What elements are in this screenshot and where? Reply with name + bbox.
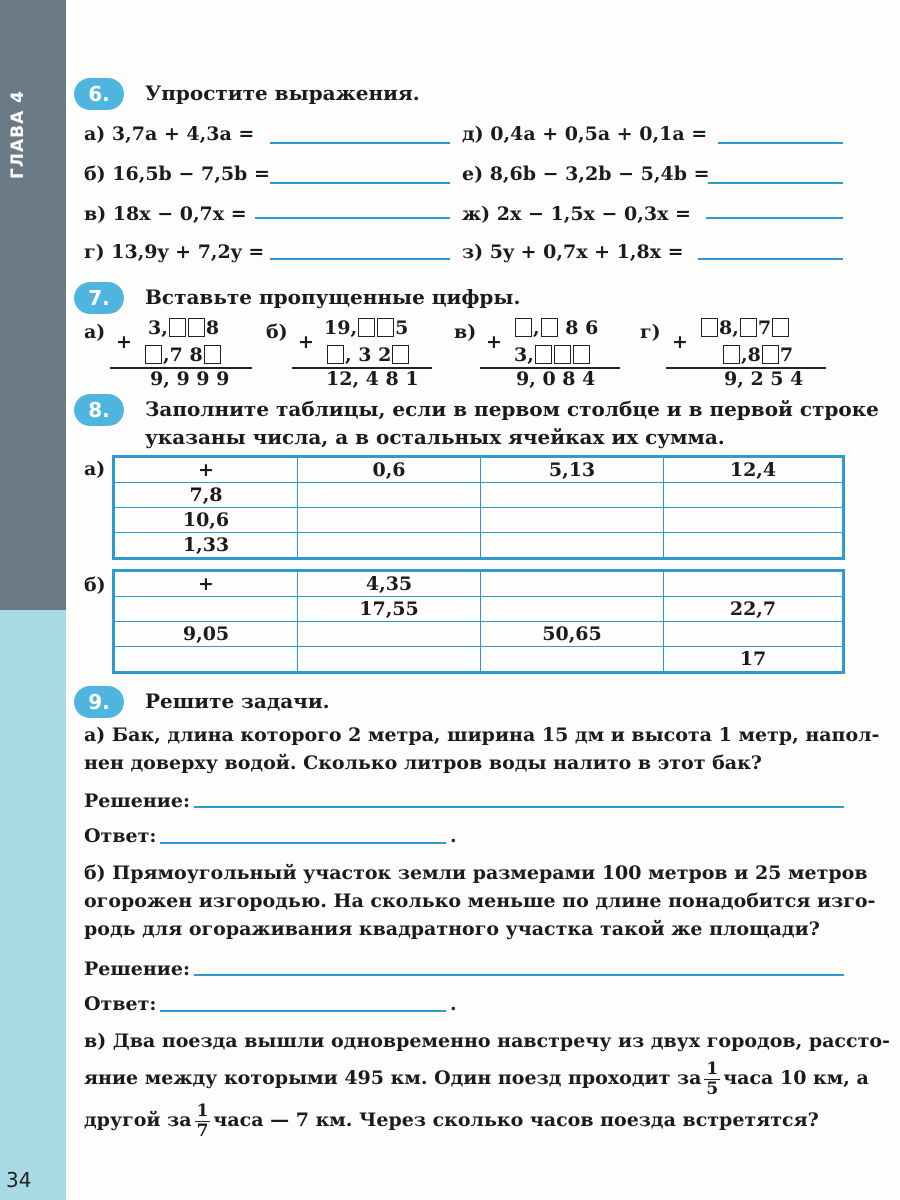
plus-sign: + bbox=[298, 331, 314, 353]
table-cell: 17,55 bbox=[298, 597, 481, 622]
table-row bbox=[114, 508, 844, 533]
fraction-one-fifth: $\frac{1}{5}$ bbox=[706, 1058, 719, 1099]
task-7-number: 7. bbox=[74, 282, 124, 314]
digit-box[interactable] bbox=[358, 318, 375, 337]
table-cell[interactable] bbox=[114, 647, 298, 673]
answer-line[interactable] bbox=[698, 258, 843, 260]
table-cell[interactable] bbox=[298, 533, 481, 559]
table-cell[interactable] bbox=[664, 533, 844, 559]
table-cell[interactable] bbox=[298, 483, 481, 508]
table-cell[interactable] bbox=[481, 597, 664, 622]
plus-sign: + bbox=[116, 331, 132, 353]
table-a-label: а) bbox=[84, 458, 106, 480]
table-cell[interactable] bbox=[298, 622, 481, 647]
task-6-expr-e: д) 0,4a + 0,5a + 0,1a = bbox=[462, 123, 708, 145]
table-cell: 4,35 bbox=[298, 571, 481, 597]
addend-1: 3, 8 bbox=[148, 317, 220, 339]
digit-box[interactable] bbox=[535, 345, 552, 364]
digit-box[interactable] bbox=[392, 345, 409, 364]
task-6-expr-f: е) 8,6b − 3,2b − 5,4b = bbox=[462, 163, 710, 185]
page-number: 34 bbox=[6, 1168, 32, 1192]
table-row bbox=[114, 533, 844, 559]
addend-1: 8, 7 bbox=[700, 317, 790, 339]
digit-box[interactable] bbox=[723, 345, 740, 364]
table-cell[interactable] bbox=[481, 508, 664, 533]
task-9-number: 9. bbox=[74, 686, 124, 718]
answer-line[interactable] bbox=[255, 217, 450, 219]
table-cell: 12,4 bbox=[664, 457, 844, 483]
table-row bbox=[114, 483, 844, 508]
addend-1: 19, 5 bbox=[324, 317, 409, 339]
task-8-title-line1: Заполните таблицы, если в первом столбце и в первой строке bbox=[145, 397, 879, 421]
answer-line[interactable] bbox=[270, 142, 450, 144]
task-6-title: Упростите выражения. bbox=[145, 81, 420, 105]
digit-box[interactable] bbox=[515, 318, 532, 337]
sum-result: 9, 2 5 4 bbox=[724, 368, 804, 390]
table-cell[interactable] bbox=[664, 622, 844, 647]
table-b-label: б) bbox=[84, 574, 106, 596]
answer-line[interactable] bbox=[270, 182, 450, 184]
task-7-label-b: б) bbox=[266, 321, 288, 343]
table-cell: 5,13 bbox=[481, 457, 664, 483]
table-cell[interactable] bbox=[481, 533, 664, 559]
table-cell: 0,6 bbox=[298, 457, 481, 483]
table-cell: + bbox=[114, 457, 298, 483]
answer-period: . bbox=[450, 993, 457, 1015]
digit-box[interactable] bbox=[554, 345, 571, 364]
plus-sign: + bbox=[486, 331, 502, 353]
chapter-label: ГЛАВА 4 bbox=[8, 90, 28, 180]
answer-period: . bbox=[450, 825, 457, 847]
task-7-label-c: в) bbox=[454, 321, 477, 343]
addend-2: 3, bbox=[514, 344, 591, 366]
digit-box[interactable] bbox=[204, 345, 221, 364]
table-row bbox=[114, 647, 844, 673]
task-6-expr-c: в) 18x − 0,7x = bbox=[84, 203, 247, 225]
task-7-label-d: г) bbox=[640, 321, 661, 343]
sum-table-a bbox=[112, 455, 845, 560]
digit-box[interactable] bbox=[377, 318, 394, 337]
sum-result: 9, 0 8 4 bbox=[516, 368, 596, 390]
problem-a-line2: нен доверху водой. Сколько литров воды налито в этот бак? bbox=[84, 752, 762, 774]
table-cell[interactable] bbox=[481, 647, 664, 673]
task-6-number: 6. bbox=[74, 78, 124, 110]
digit-box[interactable] bbox=[188, 318, 205, 337]
digit-box[interactable] bbox=[573, 345, 590, 364]
sum-result: 9, 9 9 9 bbox=[150, 368, 230, 390]
table-cell[interactable] bbox=[298, 508, 481, 533]
sidebar-light-band bbox=[0, 610, 66, 1200]
table-cell: 1,33 bbox=[114, 533, 298, 559]
table-cell[interactable] bbox=[664, 571, 844, 597]
table-cell[interactable] bbox=[664, 508, 844, 533]
table-cell[interactable] bbox=[481, 571, 664, 597]
table-row bbox=[114, 622, 844, 647]
digit-box[interactable] bbox=[169, 318, 186, 337]
problem-b-line1: б) Прямоугольный участок земли размерами 100 метров и 25 метров bbox=[84, 862, 868, 884]
table-cell: 9,05 bbox=[114, 622, 298, 647]
digit-box[interactable] bbox=[772, 318, 789, 337]
problem-b-line3: родь для огораживания квадратного участка такой же площади? bbox=[84, 918, 820, 940]
digit-box[interactable] bbox=[145, 345, 162, 364]
table-cell: 7,8 bbox=[114, 483, 298, 508]
answer-line[interactable] bbox=[160, 1010, 446, 1012]
table-cell[interactable] bbox=[481, 483, 664, 508]
answer-line[interactable] bbox=[160, 842, 446, 844]
table-cell: 50,65 bbox=[481, 622, 664, 647]
digit-box[interactable] bbox=[327, 345, 344, 364]
answer-label: Ответ: bbox=[84, 993, 157, 1015]
digit-box[interactable] bbox=[762, 345, 779, 364]
table-row bbox=[114, 571, 844, 597]
sum-table-b bbox=[112, 569, 845, 674]
problem-a-line1: а) Бак, длина которого 2 метра, ширина 15 дм и высота 1 метр, напол- bbox=[84, 724, 880, 746]
problem-c-line3: другой за $\frac{1}{7}$ часа — 7 км. Через сколько часов поезда встретятся? bbox=[84, 1100, 819, 1141]
table-cell: 22,7 bbox=[664, 597, 844, 622]
digit-box[interactable] bbox=[740, 318, 757, 337]
answer-line[interactable] bbox=[708, 182, 843, 184]
problem-c-line2: яние между которыми 495 км. Один поезд проходит за $\frac{1}{5}$ часа 10 км, а bbox=[84, 1058, 869, 1099]
table-cell: + bbox=[114, 571, 298, 597]
solution-label: Решение: bbox=[84, 958, 190, 980]
task-6-expr-b: б) 16,5b − 7,5b = bbox=[84, 163, 270, 185]
addend-2: , 3 2 bbox=[326, 344, 410, 366]
answer-line[interactable] bbox=[270, 258, 450, 260]
addend-2: ,7 8 bbox=[144, 344, 222, 366]
solution-label: Решение: bbox=[84, 790, 190, 812]
task-8-title-line2: указаны числа, а в остальных ячейках их сумма. bbox=[145, 425, 725, 449]
table-cell: 10,6 bbox=[114, 508, 298, 533]
addend-1: , 8 6 bbox=[514, 317, 598, 339]
table-row bbox=[114, 597, 844, 622]
plus-sign: + bbox=[672, 331, 688, 353]
sum-result: 12, 4 8 1 bbox=[326, 368, 419, 390]
problem-c-line1: в) Два поезда вышли одновременно навстречу из двух городов, расстo- bbox=[84, 1030, 890, 1052]
addend-2: ,8 7 bbox=[722, 344, 793, 366]
problem-b-line2: огорожен изгородью. На сколько меньше по длине понадобится изго- bbox=[84, 890, 876, 912]
answer-line[interactable] bbox=[718, 142, 843, 144]
answer-label: Ответ: bbox=[84, 825, 157, 847]
solution-line[interactable] bbox=[194, 974, 844, 976]
task-8-number: 8. bbox=[74, 394, 124, 426]
task-6-expr-a: а) 3,7a + 4,3a = bbox=[84, 123, 255, 145]
fraction-one-seventh: $\frac{1}{7}$ bbox=[196, 1100, 209, 1141]
digit-box[interactable] bbox=[701, 318, 718, 337]
table-cell[interactable] bbox=[298, 647, 481, 673]
table-cell[interactable] bbox=[114, 597, 298, 622]
solution-line[interactable] bbox=[194, 806, 844, 808]
digit-box[interactable] bbox=[541, 318, 558, 337]
task-9-title: Решите задачи. bbox=[145, 689, 330, 713]
task-6-expr-d: г) 13,9y + 7,2y = bbox=[84, 241, 265, 263]
task-7-label-a: а) bbox=[84, 321, 106, 343]
table-row bbox=[114, 457, 844, 483]
task-7-title: Вставьте пропущенные цифры. bbox=[145, 285, 521, 309]
table-cell[interactable] bbox=[664, 483, 844, 508]
table-cell: 17 bbox=[664, 647, 844, 673]
task-6-expr-h: з) 5y + 0,7x + 1,8x = bbox=[462, 241, 684, 263]
task-6-expr-g: ж) 2x − 1,5x − 0,3x = bbox=[462, 203, 691, 225]
answer-line[interactable] bbox=[706, 217, 843, 219]
